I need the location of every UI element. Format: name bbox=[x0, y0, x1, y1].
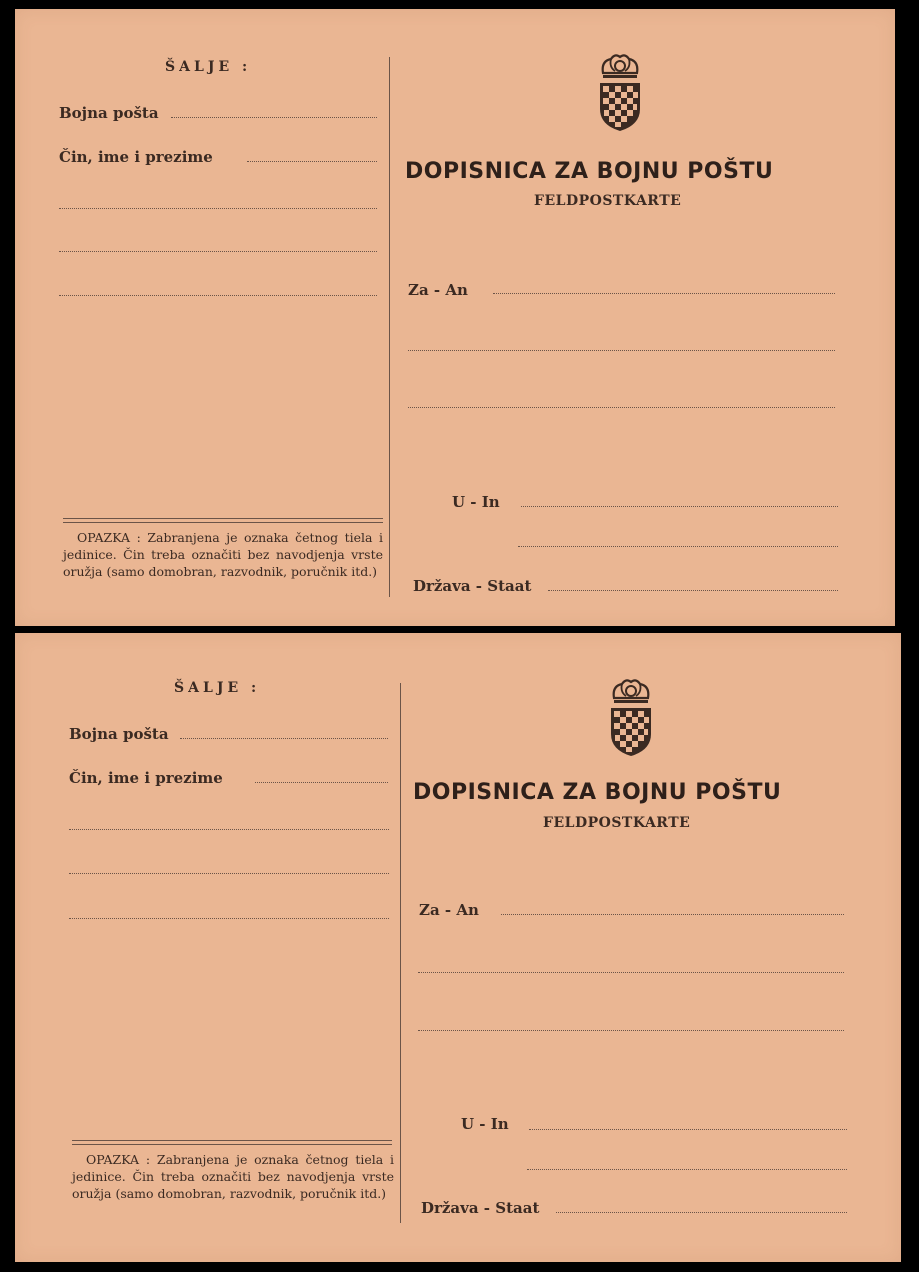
city-line[interactable] bbox=[529, 1129, 847, 1130]
sender-line[interactable] bbox=[59, 295, 377, 296]
field-post-label: Bojna pošta bbox=[69, 725, 169, 743]
coat-of-arms-icon bbox=[606, 678, 656, 758]
card-title: DOPISNICA ZA BOJNU POŠTU bbox=[413, 780, 782, 805]
rank-name-line[interactable] bbox=[255, 782, 388, 783]
address-line[interactable] bbox=[501, 914, 844, 915]
address-line[interactable] bbox=[418, 1030, 844, 1031]
sender-heading: ŠALJE : bbox=[165, 59, 252, 75]
city-line[interactable] bbox=[518, 546, 838, 547]
rank-name-line[interactable] bbox=[247, 161, 377, 162]
city-line[interactable] bbox=[527, 1169, 847, 1170]
rank-name-label: Čin, ime i prezime bbox=[69, 769, 223, 787]
country-line[interactable] bbox=[556, 1212, 847, 1213]
note-text: Zabranjena je oznaka četnog tiela i jedinice. Čin treba označiti bez navodjenja vrste oružja (samo domobran, razvodnik, poručnik itd.) bbox=[72, 1152, 394, 1201]
country-label: Država - Staat bbox=[421, 1199, 540, 1217]
address-line[interactable] bbox=[408, 407, 835, 408]
note-divider bbox=[72, 1140, 392, 1145]
card-title: DOPISNICA ZA BOJNU POŠTU bbox=[405, 159, 774, 184]
field-post-label: Bojna pošta bbox=[59, 104, 159, 122]
address-line[interactable] bbox=[493, 293, 835, 294]
note-divider bbox=[63, 518, 383, 523]
note-prefix: OPAZKA : bbox=[86, 1152, 151, 1167]
rank-name-label: Čin, ime i prezime bbox=[59, 148, 213, 166]
card-subtitle: FELDPOSTKARTE bbox=[534, 193, 682, 209]
sender-line[interactable] bbox=[69, 918, 389, 919]
postcard-1 bbox=[15, 9, 895, 626]
sender-line[interactable] bbox=[69, 873, 389, 874]
in-label: U - In bbox=[452, 493, 500, 511]
to-label: Za - An bbox=[419, 901, 479, 919]
vertical-divider bbox=[389, 57, 390, 597]
city-line[interactable] bbox=[521, 506, 838, 507]
to-label: Za - An bbox=[408, 281, 468, 299]
field-post-line[interactable] bbox=[171, 117, 377, 118]
country-label: Država - Staat bbox=[413, 577, 532, 595]
note-prefix: OPAZKA : bbox=[77, 530, 141, 545]
note bbox=[63, 529, 383, 580]
address-line[interactable] bbox=[418, 972, 844, 973]
in-label: U - In bbox=[461, 1115, 509, 1133]
address-line[interactable] bbox=[408, 350, 835, 351]
note bbox=[72, 1151, 394, 1202]
sender-line[interactable] bbox=[59, 208, 377, 209]
sender-line[interactable] bbox=[69, 829, 389, 830]
card-subtitle: FELDPOSTKARTE bbox=[543, 815, 691, 831]
country-line[interactable] bbox=[548, 590, 838, 591]
coat-of-arms-icon bbox=[595, 53, 645, 133]
sender-heading: ŠALJE : bbox=[174, 680, 261, 696]
note-text: Zabranjena je oznaka četnog tiela i jedinice. Čin treba označiti bez navodjenja vrste oružja (samo domobran, razvodnik, poručnik itd.) bbox=[63, 530, 383, 579]
sender-line[interactable] bbox=[59, 251, 377, 252]
field-post-line[interactable] bbox=[180, 738, 388, 739]
postcard-2 bbox=[15, 633, 901, 1262]
vertical-divider bbox=[400, 683, 401, 1223]
